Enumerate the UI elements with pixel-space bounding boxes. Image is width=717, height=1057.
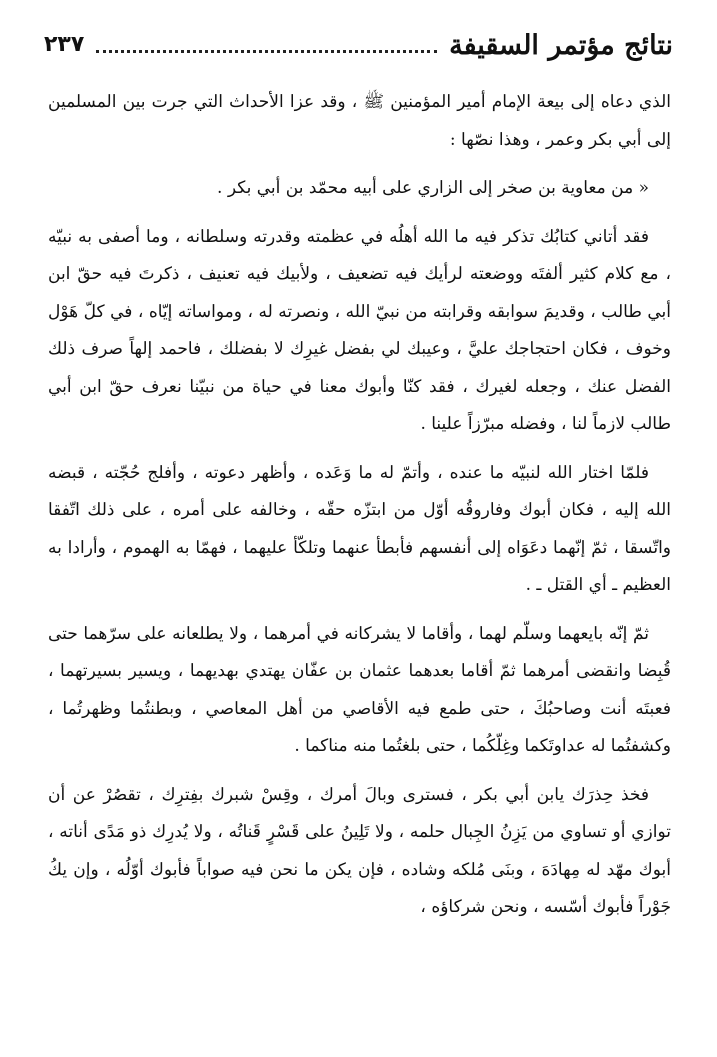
paragraph-1: الذي دعاه إلى بيعة الإمام أمير المؤمنين ﷺ ، وقد عزا الأحداث التي جرت بين المسلمين إلى أبي بكر وعمر ، وهذا نصّها : [48, 92, 671, 150]
body-text [48, 84, 671, 938]
header-dotted-leader [96, 50, 437, 53]
paragraph-6: فخذ حِذرَك يابن أبي بكر ، فسترى وبالَ أمرك ، وقِسْ شبرك بفِترِك ، تقصُرْ عن أن توازي أو تساوي من يَزِنُ الجِبال حلمه ، ولا تَلِينُ على قَسْرٍ قَناتُه ، ولا يُدرِك ذو مَدًى أناته ، أبوك مهّد له مِهادَهَ ، وبنَى مُلكه وشاده ، فإن يكن ما نحن فيه صواباً فأبوك أوّلُه ، وإن يكُ جَوْراً فأبوك أسّسه ، ونحن شركاؤه ، [48, 784, 671, 917]
paragraph-3: فقد أتاني كتابُك تذكر فيه ما الله أهلُه في عظمته وقدرته وسلطانه ، وما أصفى به نبيّه ، مع كلام كثير ألفتَه ووضعته لرأيك فيه تضعيف ، ولأبيك فيه تعنيف ، ذكرتَ فيه حقّ ابن أبي طالب ، وقديمَ سوابقه وقرابته من نبيّ الله ، ونصرته له ، ومواساته إيّاه ، في كلّ هَوْل وخوف ، فكان احتجاجك عليَّ ، وعيبك لي بفضل غيرِك لا بفضلك ، فاحمد إلهاً صرف ذلك الفضل عنك ، وجعله لغيرك ، فقد كنّا وأبوك معنا في حياة من نبيّنا نعرف حقّ ابن أبي طالب لازماً لنا ، وفضله مبرّزاً علينا . [48, 226, 671, 434]
running-header [44, 22, 673, 68]
paragraph-5: ثمّ إنّه بايعهما وسلّم لهما ، وأقاما لا يشركانه في أمرهما ، ولا يطلعانه على سرّهما حتى قُبِضا وانقضى أمرهما ثمّ أقاما بعدهما عثمان بن عفّان يهتدي بهديهما ، ويسير بسيرتهما ، فعبتَه أنت وصاحبُكَ ، حتى طمع فيه الأقاصي من أهل المعاصي ، وبطنتُما وظهرتُما ، وكشفتُما له عداوتَكما وغِلّكُما ، حتى بلغتُما منه مناكما . [48, 623, 671, 756]
running-title: نتائج مؤتمر السقيفة [449, 29, 673, 61]
paragraph-4: فلمّا اختار الله لنبيّه ما عنده ، وأتمّ له ما وَعَده ، وأظهر دعوته ، وأفلج حُجّته ، قبضه الله إليه ، فكان أبوك وفاروقُه أوّل من ابتزّه حقّه ، وخالفه على أمره ، على ذلك اتّفقا واتّسقا ، ثمّ إنّهما دعَوَاه إلى أنفسهم فأبطأ عنهما وتلكّأ عليهما ، فهمّا به الهموم ، وأرادا به العظيم ـ أي القتل ـ . [48, 462, 671, 595]
page-number: ٢٣٧ [44, 32, 85, 57]
paragraph-2: « من معاوية بن صخر إلى الزاري على أبيه محمّد بن أبي بكر . [217, 178, 649, 198]
